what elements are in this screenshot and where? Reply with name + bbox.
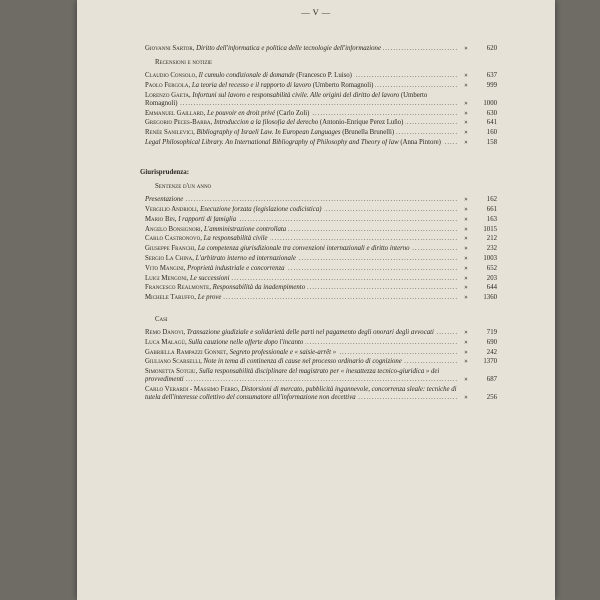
entry-author: Sergio La China [145,254,193,262]
entry-author: Giuliano Scarselli [145,358,201,366]
entry-title: Introduccion a la filosofia del derecho [213,119,319,127]
entry-page-number: 620 [486,45,497,52]
entry-author: Claudio Consolo [145,72,196,80]
document-page [77,0,555,600]
entry-title: Note in tema di continenza di cause nel processo ordinario di cognizione [203,358,402,366]
page-number: — V — [301,7,331,17]
toc-entry: Vito Mangini, Proprietà industriale e concorrenza ..... » 652 [145,265,497,273]
ditto-mark: » [464,274,468,282]
entry-reviewer: (Brunella Brunelli) [342,129,395,137]
entry-page-number: 1370 [483,358,497,366]
entry-page-number: 163 [486,215,497,223]
toc-entry: Francesco Realmonte, Responsabilità da inadempimento ..... » 644 [145,284,497,292]
entry-author: Gabriella Rampazzi Gonnet [145,348,227,356]
entry-author: Renée Sanilevici [145,129,194,137]
ditto-mark: » [464,348,468,356]
entry-page-number: 687 [486,376,497,384]
toc-entry: Carlo Verardi - Massimo Ferro, Distorsioni di mercato, pubblicità ingannevole, concorrenza sleale: tecniche di tutela dell'interesse collettivo del consumatore all'informazione non decettiva ..... » 256 [145,386,497,402]
casi-heading: Casi [155,315,168,323]
toc-entry: Sergio La China, L'arbitrato interno ed internazionale ..... » 1003 [145,255,497,263]
ditto-mark: » [464,294,468,302]
casi-list [145,329,497,402]
entry-page-number: 242 [486,348,497,356]
toc-entry: Renée Sanilevici, Bibliography of Israeli Law. In European Languages (Brunella Brunelli) ..... » 160 [145,129,497,137]
toc-entry: Remo Danovi, Transazione giudiziale e solidarietà delle parti nel pagamento degli onorari degli avvocati ..... » 719 [145,329,497,337]
toc-entry: Giovanni Sartor, Diritto dell'informatica e politica delle tecnologie dell'informazione ..... » 620 [145,45,497,53]
entry-title: Sulla cauzione nelle offerte dopo l'incanto [188,338,304,346]
entry-page-number: 641 [486,119,497,127]
toc-entry [145,139,497,147]
ditto-mark: » [464,45,468,52]
ditto-mark: » [464,328,468,336]
entry-title: Presentazione [145,196,184,204]
entry-title: I rapporti di famiglia [178,215,237,223]
entry-title: Sulla responsabilità disciplinare del magistrato per « inesattezza tecnico-giuridica » dei provvedimenti [145,368,440,384]
entry-title: Proprietà industriale e concorrenza [187,264,285,272]
ditto-mark: » [464,196,468,204]
entry-title: Le pouvoir en droit privé [206,109,276,117]
entry-title: L'arbitrato interno ed internazionale [195,254,296,262]
giurisprudenza-title: Giurisprudenza: [140,169,190,177]
entry-page-number: 999 [486,81,497,89]
entry-reviewer: (Umberto Romagnoli) [145,91,428,107]
entry-page-number: 256 [486,394,497,402]
entry-author: Michele Taruffo [145,294,195,302]
entry-author: Vergilio Andrioli [145,206,197,214]
ditto-mark: » [464,215,468,223]
entry-page-number: 644 [486,284,497,292]
entry-page-number: 690 [486,338,497,346]
entry-title: Legal Philosophical Library. An International Bibliography of Philosophy and Theory of law [145,138,399,146]
entry-title: Segreto professionale e « saisie-arrêt » [229,348,337,356]
entry-title: Esecuzione forzata (legislazione codicistica) [200,206,322,214]
entry-author: Giuseppe Franchi [145,245,195,253]
ditto-mark: » [464,129,468,137]
entry-page-number: 203 [486,274,497,282]
entry-author: Remo Danovi [145,328,184,336]
toc-entry: Angelo Bonsignori, L'amministrazione controllata ..... » 1015 [145,226,497,234]
toc-entry: Lorenzo Gaeta, Infortuni sul lavoro e responsabilità civile. Alle origini del diritto del lavoro (Umberto Romagnoli) ..... » 1000 [145,92,497,108]
entry-title: Diritto dell'informatica e politica delle tecnologie dell'informazione [196,45,381,52]
top-entries [145,45,497,53]
entry-title: La competenza giurisdizionale tra convenzioni internazionali e diritto interno [197,245,410,253]
ditto-mark: » [464,99,468,107]
entry-page-number: 160 [486,129,497,137]
entry-author: Luca Malagù [145,338,185,346]
ditto-mark: » [464,72,468,80]
entry-page-number: 637 [486,72,497,80]
entry-author: Vito Mangini [145,264,184,272]
toc-entry: Carlo Castronovo, La responsabilità civile ..... » 212 [145,235,497,243]
entry-page-number: 1360 [483,294,497,302]
ditto-mark: » [464,254,468,262]
ditto-mark: » [464,109,468,117]
toc-entry: Mario Bin, I rapporti di famiglia ..... » 163 [145,216,497,224]
toc-entry: Michele Taruffo, Le prove ..... » 1360 [145,294,497,302]
entry-author: Lorenzo Gaeta [145,91,189,99]
entry-page-number: 158 [486,138,497,146]
entry-title: La teoria del recesso e il rapporto di lavoro [191,81,312,89]
entry-author: Paolo Fergola [145,81,189,89]
toc-entry: Giuliano Scarselli, Note in tema di continenza di cause nel processo ordinario di cognizione ..... » 1370 [145,358,497,366]
toc-entry: Claudio Consolo, Il cumulo condizionale di domande (Francesco P. Luiso) ..... » 637 [145,72,497,80]
entry-page-number: 661 [486,206,497,214]
entry-title: La responsabilità civile [203,235,268,243]
entry-author: Carlo Verardi - Massimo Ferro [145,385,238,393]
entry-title: Distorsioni di mercato, pubblicità ingannevole, concorrenza sleale: tecniche di tutela dell'interesse collettivo del consumatore all'informazione non decettiva [145,385,457,402]
recensioni-heading: Recensioni e notizie [155,59,213,67]
entry-page-number: 212 [486,235,497,243]
ditto-mark: » [464,358,468,366]
entry-title: Bibliography of Israeli Law. In European Languages [196,129,341,137]
entry-title: Responsabilità da inadempimento [212,284,306,292]
entry-author: Carlo Castronovo [145,235,201,243]
entry-page-number: 1015 [483,225,497,233]
entry-title: Il cumulo condizionale di domande [198,72,295,80]
sentenze-list [145,196,497,302]
entry-reviewer: (Umberto Romagnoli) [312,81,374,89]
entry-page-number: 630 [486,109,497,117]
entry-title: Le prove [197,294,222,302]
entry-title: Infortuni sul lavoro e responsabilità civile. Alle origini del diritto del lavoro [192,91,400,99]
entry-author: Francesco Realmonte [145,284,210,292]
ditto-mark: » [464,138,468,146]
entry-author: Emmanuel Gaillard [145,109,204,117]
table-of-contents [140,45,497,404]
ditto-mark: » [464,81,468,89]
entry-page-number: 232 [486,245,497,253]
toc-entry: Giuseppe Franchi, La competenza giurisdizionale tra convenzioni internazionali e diritto interno ..... » 232 [145,245,497,253]
entry-author: Giovanni Sartor [145,45,193,52]
entry-page-number: 1000 [483,99,497,107]
entry-author: Simonetta Sotgiu [145,368,196,376]
entry-page-number: 719 [486,328,497,336]
ditto-mark: » [464,264,468,272]
toc-entry: Simonetta Sotgiu, Sulla responsabilità disciplinare del magistrato per « inesattezza tecnico-giuridica » dei provvedimenti ..... » 687 [145,368,497,384]
entry-author: Angelo Bonsignori [145,225,201,233]
recensioni-list [145,72,497,147]
entry-page-number: 652 [486,264,497,272]
entry-reviewer: (Anna Pintore) [400,138,441,146]
entry-title: Transazione giudiziale e solidarietà delle parti nel pagamento degli onorari degli avvocati [186,328,434,336]
ditto-mark: » [464,284,468,292]
ditto-mark: » [464,338,468,346]
toc-entry: Luca Malagù, Sulla cauzione nelle offerte dopo l'incanto ..... » 690 [145,339,497,347]
toc-entry: Emmanuel Gaillard, Le pouvoir en droit privé (Carlo Zoli) ..... » 630 [145,110,497,118]
ditto-mark: » [464,235,468,243]
entry-reviewer: (Francesco P. Luiso) [296,72,352,80]
entry-page-number: 1003 [483,254,497,262]
ditto-mark: » [464,245,468,253]
toc-entry: Vergilio Andrioli, Esecuzione forzata (legislazione codicistica) ..... » 661 [145,206,497,214]
ditto-mark: » [464,394,468,402]
entry-title: L'amministrazione controllata [204,225,287,233]
entry-reviewer: (Carlo Zoli) [276,109,310,117]
ditto-mark: » [464,225,468,233]
entry-page-number: 162 [486,196,497,204]
toc-entry: Luigi Mengoni, Le successioni ..... » 203 [145,275,497,283]
toc-entry: Paolo Fergola, La teoria del recesso e il rapporto di lavoro (Umberto Romagnoli) ..... » 999 [145,82,497,90]
toc-entry: Gabriella Rampazzi Gonnet, Segreto professionale e « saisie-arrêt » ..... » 242 [145,349,497,357]
entry-author: Mario Bin [145,215,175,223]
entry-author: Gregorio Peces-Barba [145,119,211,127]
ditto-mark: » [464,119,468,127]
toc-entry: Gregorio Peces-Barba, Introduccion a la filosofia del derecho (Antonio-Enrique Perez Luño) ..... » 641 [145,119,497,127]
sentenze-heading: Sentenze d'un anno [155,183,212,191]
entry-reviewer: (Antonio-Enrique Perez Luño) [319,119,404,127]
entry-title: Le successioni [190,274,230,282]
ditto-mark: » [464,376,468,384]
ditto-mark: » [464,206,468,214]
toc-entry [145,196,497,204]
entry-author: Luigi Mengoni [145,274,187,282]
